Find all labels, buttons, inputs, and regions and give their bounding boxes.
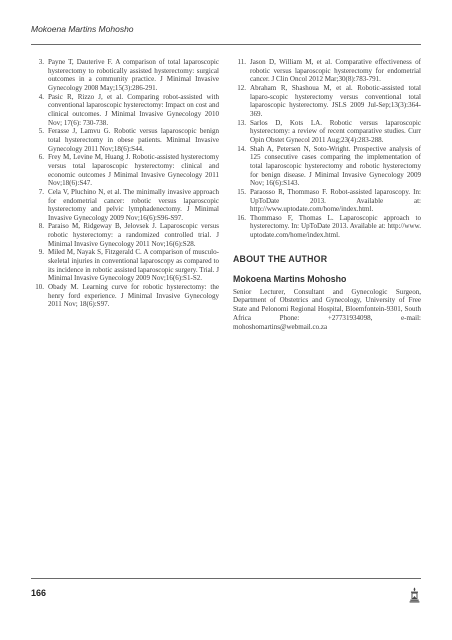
author-bio: Senior Lecturer, Consultant and Gynecologic Surgeon, Department of Obstetrics and Gynecology, University of Free State and Pelonomi Regional Hospital, Bloemfontein-9301, South Africa Phone: +27731934098, e-mail: mohoshomartins@webmail.co.za [233, 287, 421, 331]
reference-list [233, 58, 421, 240]
reference-item [31, 93, 219, 128]
reference-item [31, 283, 219, 309]
reference-item [31, 153, 219, 188]
reference-text: Paraiso M, Ridgeway B, Jelovsek J. Laparoscopic versus robotic hysterectomy: a randomized controlled trial. J Minimal Invasive Gynecology 2011 Nov;16(6):S28. [48, 222, 219, 248]
reference-text: Ferasse J, Lamvu G. Robotic versus laparoscopic benign total hysterectomy in obese patients. Minimal Invasive Gynecology 2011 Nov;18(6):S44. [48, 127, 219, 153]
reference-number: 6. [38, 153, 44, 162]
reference-number: 15. [237, 187, 246, 196]
footer-rule [31, 578, 421, 579]
reference-text: Payne T, Dauterive F. A comparison of total laparoscopic hysterectomy to robotically assisted hysterectomy: surgical outcomes in a community practice. J Minimal Invasive Gynecology 2008 May;15(3):286-291. [48, 58, 219, 92]
reference-list [31, 58, 219, 309]
page-number: 166 [31, 588, 47, 598]
reference-number: 11. [237, 58, 246, 66]
right-column [233, 58, 421, 331]
reference-text: Jason D, William M, et al. Comparative effectiveness of robotic versus laparoscopic hysterectomy for endometrial cancer. J Clin Oncol 2012 Mar;30(8):783-791. [250, 58, 421, 84]
reference-number: 7. [38, 187, 44, 196]
author-name: Mokoena Martins Mohosho [233, 273, 347, 284]
reference-item [233, 145, 421, 188]
reference-item [31, 188, 219, 223]
reference-number: 16. [237, 213, 246, 222]
running-head: Mokoena Martins Mohosho [31, 24, 134, 34]
reference-text: Miled M, Nayak S, Fitzgerald C. A comparison of musculo-skeletal injuries in conventional laparoscopy as compared to its incidence in robotic assisted laparoscopic surgery. Trial. J Minimal Invasive Gynecology 2009 Nov;16(6):S1-S2. [48, 248, 219, 283]
reference-number: 12. [237, 83, 246, 92]
reference-text: Shah A, Petersen N, Soto-Wright. Prospective analysis of 125 consecutive cases comparing the implementation of total laparoscopic hysterectomy and robotic hysterectomy for benign disease. J Minimal Invasive Gynecology 2009 Nov; 16(6):S143. [250, 144, 421, 188]
reference-item [233, 119, 421, 145]
reference-item [233, 58, 421, 84]
header-rule [31, 44, 421, 45]
reference-item [233, 214, 421, 240]
reference-item [233, 84, 421, 119]
reference-text: Obady M. Learning curve for robotic hysterectomy: the henry ford experience. J Minimal Invasive Gynecology 2011 Nov; 18(6):S97. [48, 283, 219, 309]
reference-number: 4. [38, 92, 44, 101]
left-column [31, 58, 219, 309]
reference-number: 10. [35, 283, 44, 292]
reference-text: Sarlos D, Kots LA. Robotic versus laparoscopic hysterectomy: a review of recent comparative studies. Curr Opin Obstet Gynecol 2011 Aug;23(4):283-288. [250, 118, 421, 144]
reference-number: 5. [38, 127, 44, 136]
reference-item [31, 248, 219, 283]
reference-text: Frey M, Levine M, Huang J. Robotic-assisted hysterectomy versus total laparoscopic hysterectomy: clinical and economic outcomes J Minimal Invasive Gynecology 2011 Nov;18(6):S47. [48, 153, 219, 188]
publisher-emblem-icon [409, 587, 420, 603]
reference-text: Cela V, Pluchino N, et al. The minimally invasive approach for endometrial cancer: robotic versus laparoscopic hysterectomy and pelvic lymphadenectomy. J Minimal Invasive Gynecology 2009 Nov;16(6):S96-S97. [48, 187, 219, 222]
reference-item [233, 188, 421, 214]
reference-item [31, 58, 219, 93]
reference-number: 13. [237, 118, 246, 127]
reference-text: Thommaso F, Thomas L. Laparoscopic approach to hysterectomy. In: UpToDate 2013. Available at: http://www. uptodate.com/home/index.html. [250, 213, 421, 240]
reference-text: Abraham R, Shashoua M, et al. Robotic-assisted total laparo-scopic hysterectomy versus conventional total laparoscopic hysterectomy. JSLS 2009 Jul-Sep;13(3):364-369. [250, 83, 421, 118]
reference-number: 14. [237, 144, 246, 153]
reference-item [31, 127, 219, 153]
reference-text: Paraosso R, Thommaso F. Robot-assisted laparoscopy. In: UpToDate 2013. Available at: http://www.uptodate.com/home/index.html. [250, 187, 421, 214]
reference-number: 3. [38, 58, 44, 66]
reference-text: Pasic R, Rizzo J, et al. Comparing robot-assisted with conventional laparoscopic hysterectomy: Impact on cost and clinical outcomes. J Minimal Invasive Gynecology 2010 Nov; 17(6): 730-738. [48, 92, 219, 127]
reference-item [31, 222, 219, 248]
about-author-heading: ABOUT THE AUTHOR [233, 253, 328, 264]
reference-number: 8. [38, 222, 44, 231]
reference-number: 9. [38, 248, 44, 257]
